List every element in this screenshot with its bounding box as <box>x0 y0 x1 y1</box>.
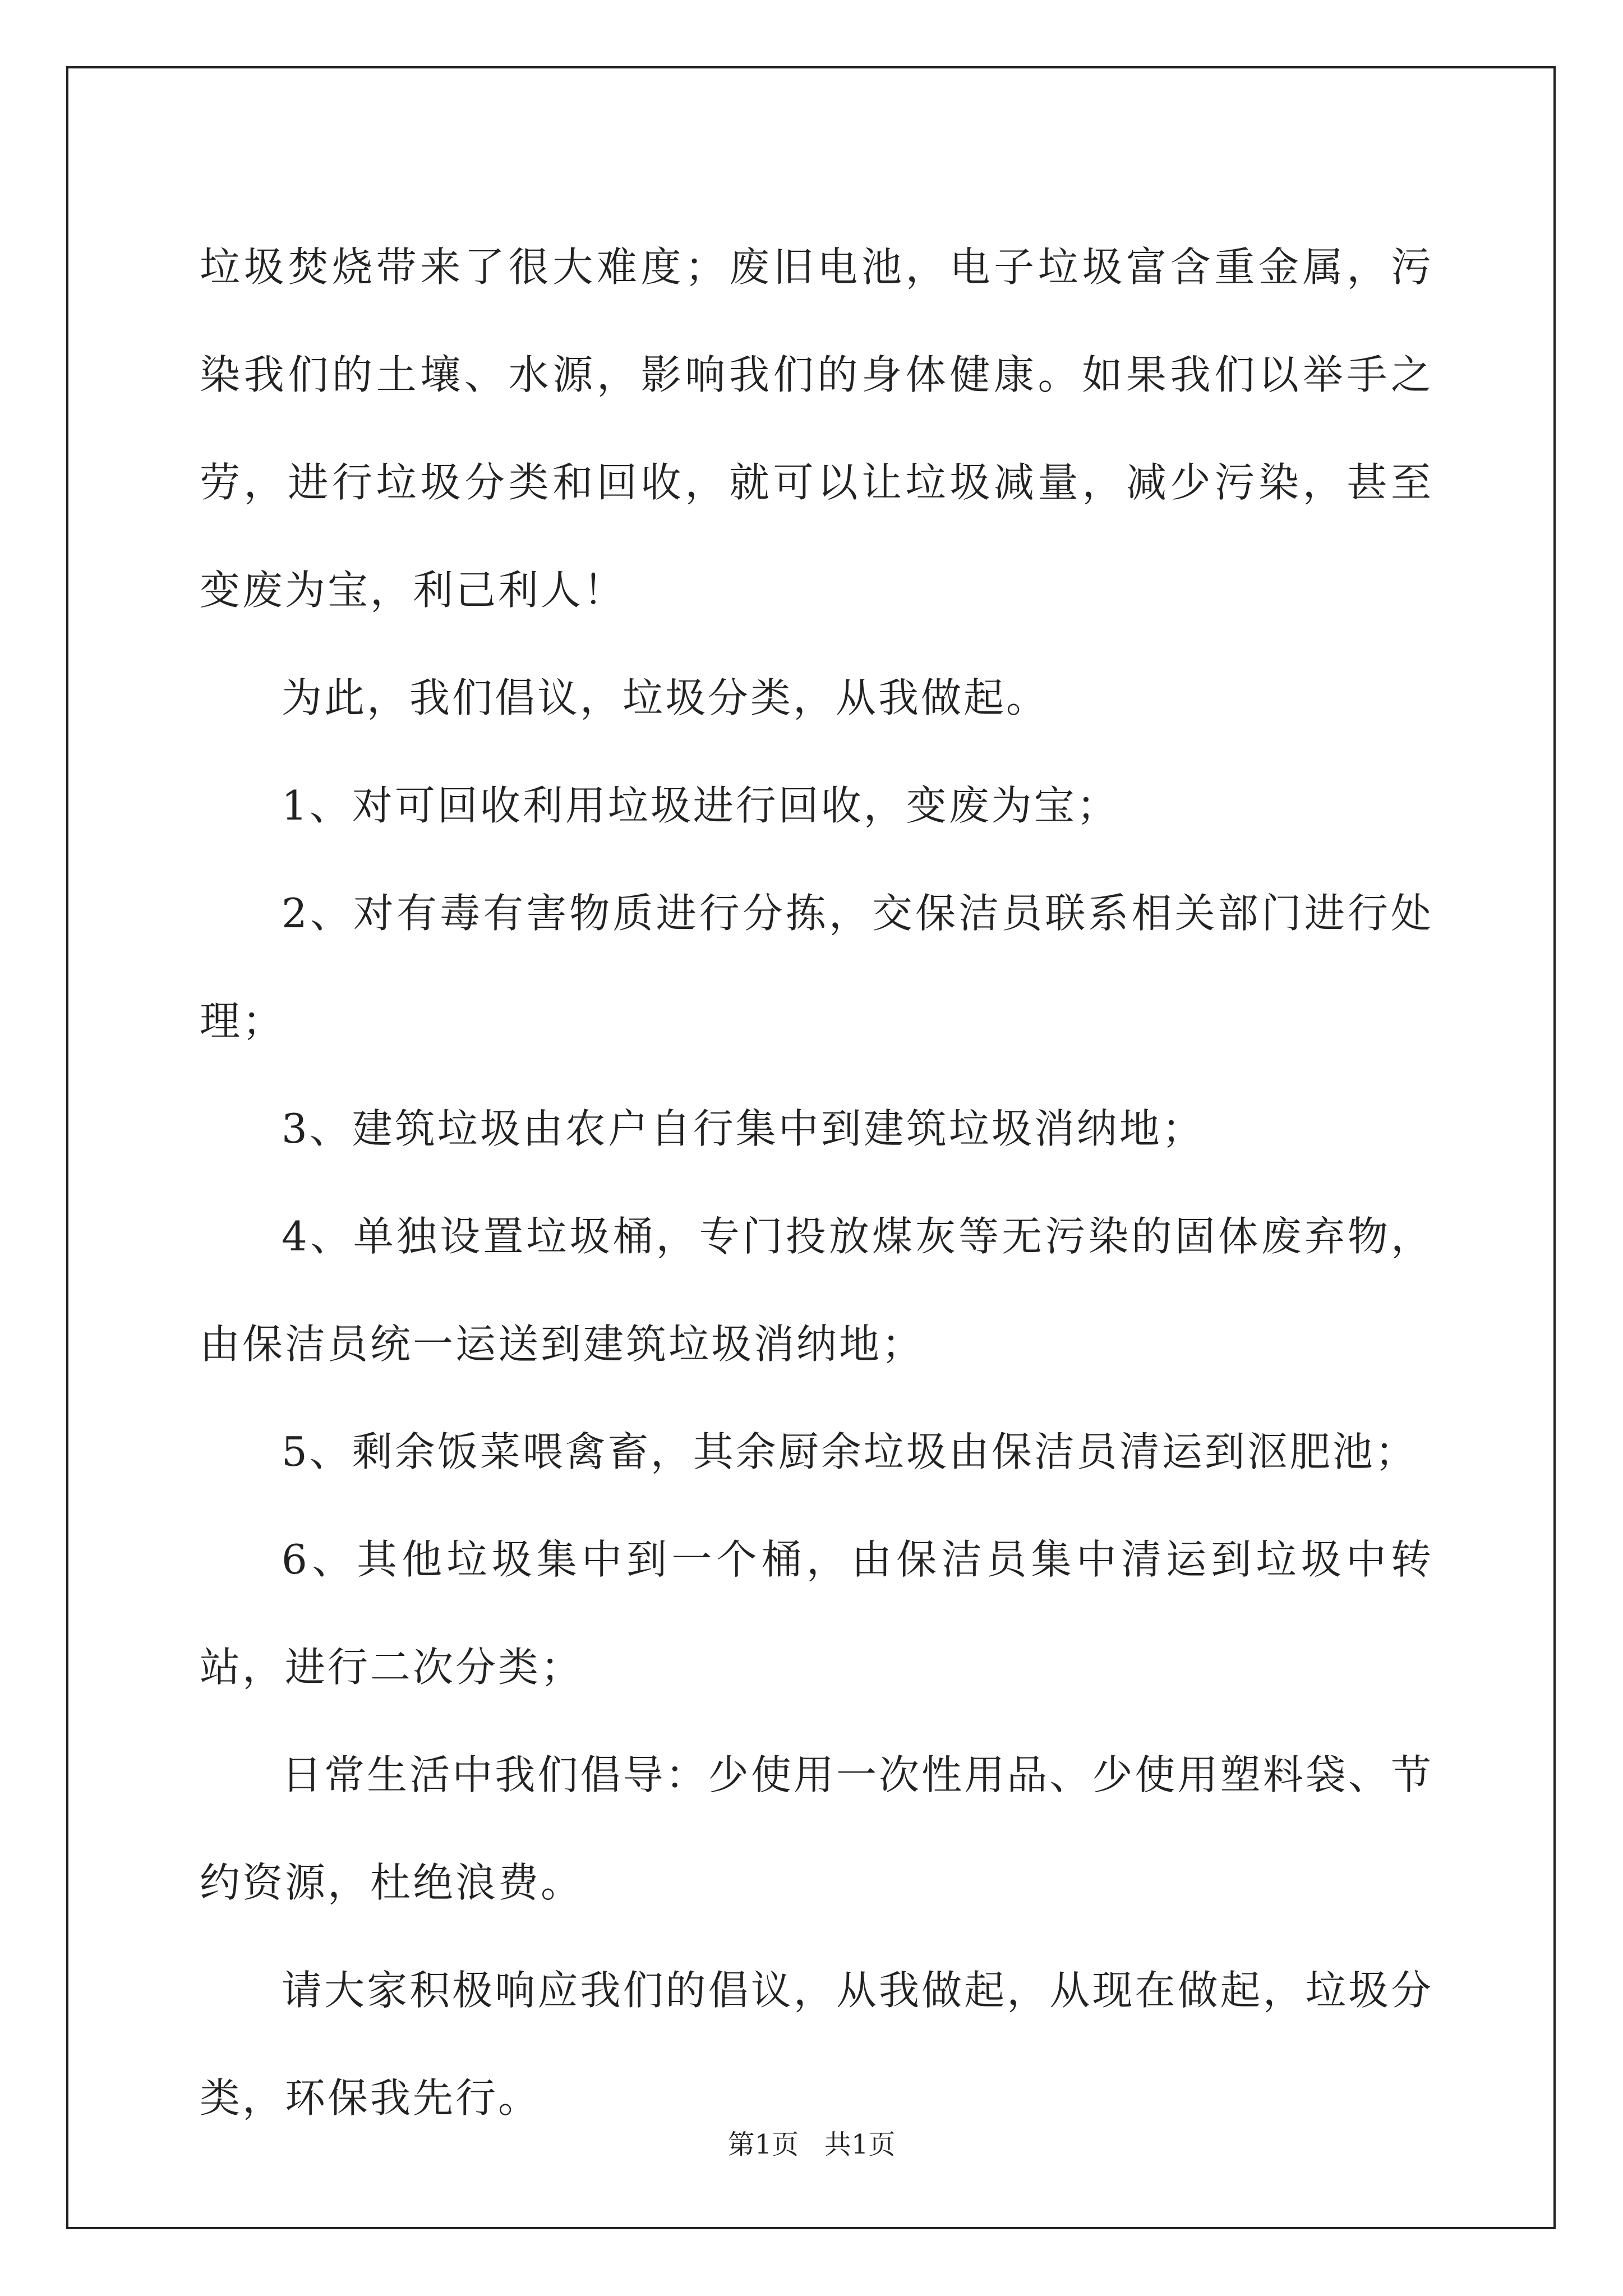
paragraph-9: 日常生活中我们倡导：少使用一次性用品、少使用塑料袋、节约资源，杜绝浪费。 <box>200 1751 1433 1906</box>
paragraph-5: 3、建筑垃圾由农户自行集中到建筑垃圾消纳地； <box>282 1105 1205 1152</box>
page-footer: 第1页 共1页 <box>727 2129 896 2160</box>
paragraph-3: 1、对可回收利用垃圾进行回收，变废为宝； <box>282 782 1119 829</box>
paragraph-4: 2、对有毒有害物质进行分拣，交保洁员联系相关部门进行处理； <box>200 890 1433 1045</box>
document-body <box>200 213 1433 2152</box>
paragraph-1: 垃圾焚烧带来了很大难度；废旧电池，电子垃圾富含重金属，污染我们的土壤、水源，影响我们的身体健康。如果我们以举手之劳，进行垃圾分类和回收，就可以让垃圾减量，减少污染，甚至变废为宝，利己利人！ <box>200 243 1433 614</box>
paragraph-8: 6、其他垃圾集中到一个桶，由保洁员集中清运到垃圾中转站，进行二次分类； <box>200 1536 1433 1691</box>
paragraph-6: 4、单独设置垃圾桶，专门投放煤灰等无污染的固体废弃物，由保洁员统一运送到建筑垃圾消纳地； <box>200 1213 1433 1368</box>
paragraph-2: 为此，我们倡议，垃圾分类，从我做起。 <box>282 674 1049 721</box>
paragraph-7: 5、剩余饭菜喂禽畜，其余厨余垃圾由保洁员清运到沤肥池； <box>282 1428 1418 1475</box>
paragraph-10: 请大家积极响应我们的倡议，从我做起，从现在做起，垃圾分类，环保我先行。 <box>200 1967 1433 2122</box>
